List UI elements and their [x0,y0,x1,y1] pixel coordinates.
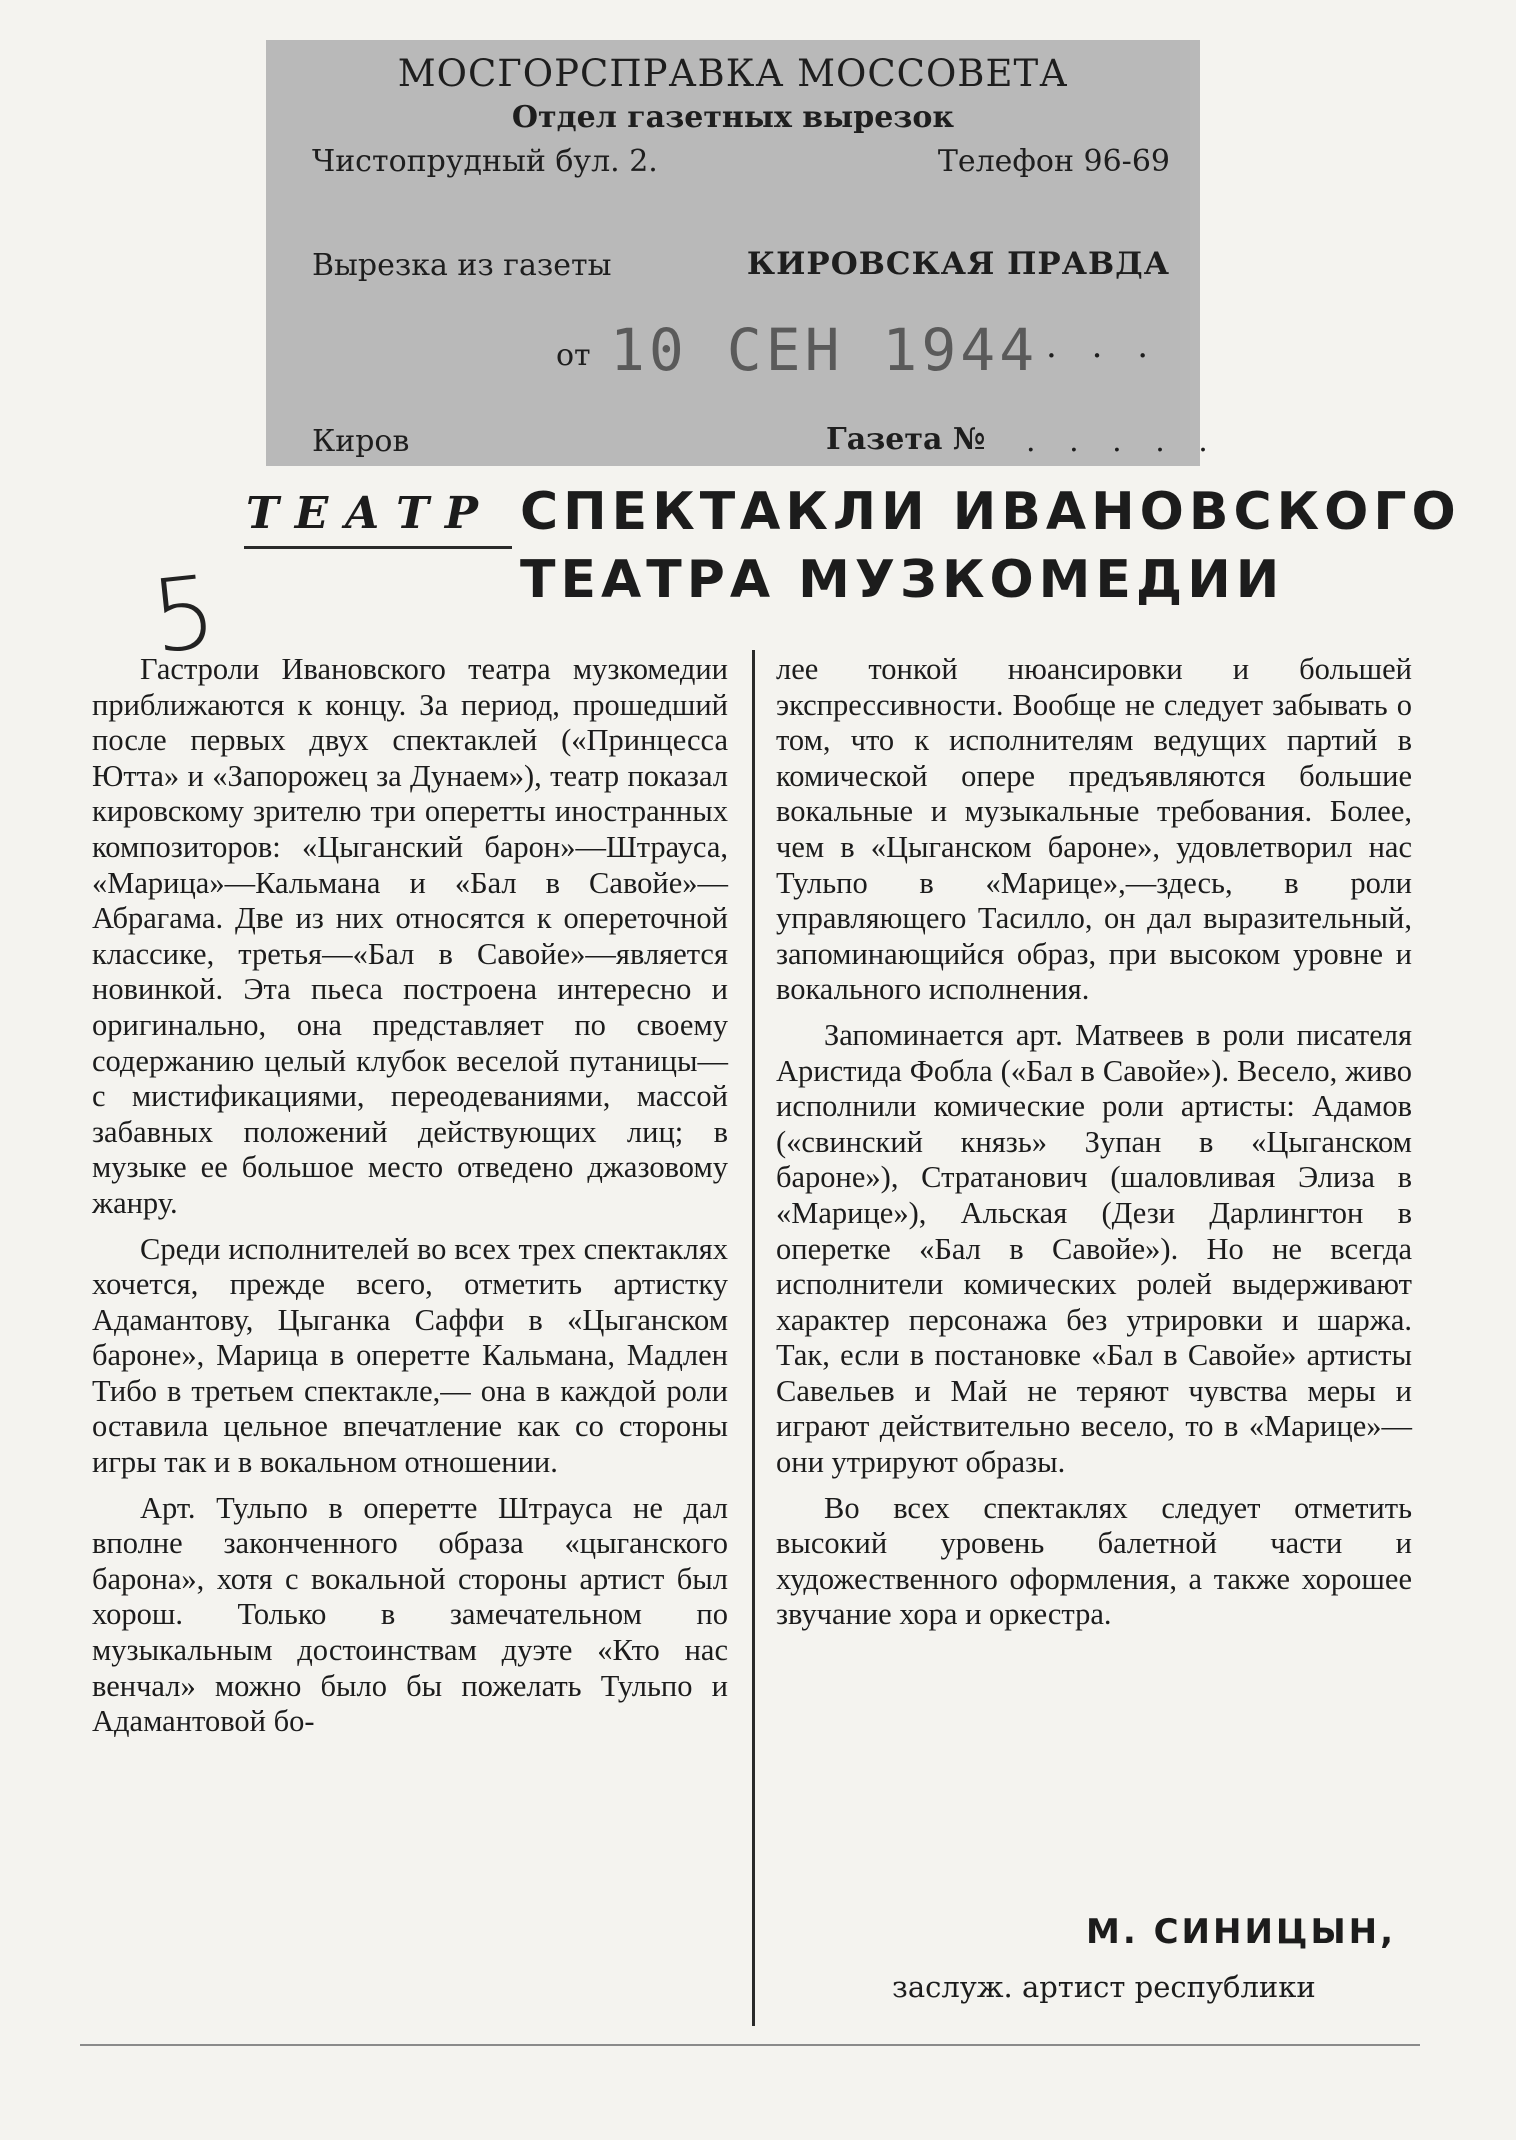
stamp-address: Чистопрудный бул. 2. [312,144,658,179]
paragraph: Во всех спектаклях следует отметить высокий уровень балетной части и художественного оформления, а также хорошее звучание хора и оркестра. [776,1490,1412,1632]
stamp-date: 10 СЕН 1944 [610,316,1039,384]
paragraph: Гастроли Ивановского театра музкомедии приближаются к концу. За период, прошедший после первых двух спектаклей («Принцесса Ютта» и «Запорожец за Дунаем»), театр показал кировскому зрителю три оперетты иностранных композиторов: «Цыганский барон»—Штрауса, «Марица»—Кальмана и «Бал в Савойе»—Абрагама. Две из них относятся к опереточной классике, третья—«Бал в Савойе»—является новинкой. Эта пьеса построена интересно и оригинально, она представляет по своему содержанию целый клубок веселой путаницы—с мистификациями, переодеваниями, массой забавных положений действующих лиц; в музыке ее большое место отведено джазовому жанру. [92,652,728,1220]
stamp-gazeta-label: Газета № [826,422,986,457]
stamp-clip-label: Вырезка из газеты [312,248,612,283]
article-column-left [92,652,728,1740]
stamp-organization: МОСГОРСПРАВКА МОССОВЕТА [397,52,1069,95]
stamp-department: Отдел газетных вырезок [511,100,955,135]
author-title: заслуж. артист республики [892,1970,1316,2004]
rubric-underline [244,546,512,549]
paragraph: Арт. Тульпо в оперетте Штрауса не дал вполне законченного образа «цыганского барона», хотя с вокальной стороны артист был хорош. Только в замечательном по музыкальным достоинствам дуэте «Кто нас венчал» можно было бы пожелать Тульпо и Адамантовой бо- [92,1490,728,1739]
paragraph: лее тонкой нюансировки и большей экспрессивности. Вообще не следует забывать о том, что к исполнителям ведущих партий в комической опере предъявляются большие вокальные и музыкальные требования. Более, чем в «Цыганском бароне», удовлетворил нас Тульпо в «Марице»,—здесь, в роли управляющего Тасилло, он дал выразительный, запоминающийся образ, при высоком уровне и вокального исполнения. [776,652,1412,1007]
paragraph: Среди исполнителей во всех трех спектаклях хочется, прежде всего, отметить артистку Адамантову, Цыганка Саффи в «Цыганском бароне», Марица в оперетте Кальмана, Мадлен Тибо в третьем спектакле,— она в каждой роли оставила цельное впечатление как со стороны игры так и в вокальном отношении. [92,1231,728,1480]
rubric-label: ТЕАТР [246,488,494,539]
paragraph: Запоминается арт. Матвеев в роли писателя Аристида Фобла («Бал в Савойе»). Весело, живо исполнили комические роли артисты: Адамов («свинский князь» Зупан в «Цыганском бароне»), Стратанович (шаловливая Элиза в «Марице»), Альская (Дези Дарлингтон в оперетке «Бал в Савойе»). Но не всегда исполнители комических ролей выдерживают характер персонажа без утрировки и шаржа. Так, если в постановке «Бал в Савойе» артисты Савельев и Май не теряют чувства меры и играют действительно весело, то в «Марице»—они утрируют образы. [776,1017,1412,1480]
article-headline [520,478,1461,614]
column-divider [752,650,755,2026]
stamp-date-dots: . . . [1046,326,1161,366]
stamp-city: Киров [312,424,410,459]
bottom-rule [80,2044,1420,2046]
stamp-from-label: от [556,338,591,373]
clipping-service-stamp [266,40,1220,466]
article-column-right [776,652,1412,1633]
author-signature: М. СИНИЦЫН, [1086,1912,1397,1952]
handwritten-mark: 5 [146,552,222,677]
stamp-number-dots: . . . . . [1026,424,1220,459]
headline-line-2: ТЕАТРА МУЗКОМЕДИИ [520,550,1285,610]
stamp-phone: Телефон 96-69 [937,144,1170,179]
stamp-newspaper-name: КИРОВСКАЯ ПРАВДА [746,246,1170,282]
headline-line-1: СПЕКТАКЛИ ИВАНОВСКОГО [520,482,1461,542]
